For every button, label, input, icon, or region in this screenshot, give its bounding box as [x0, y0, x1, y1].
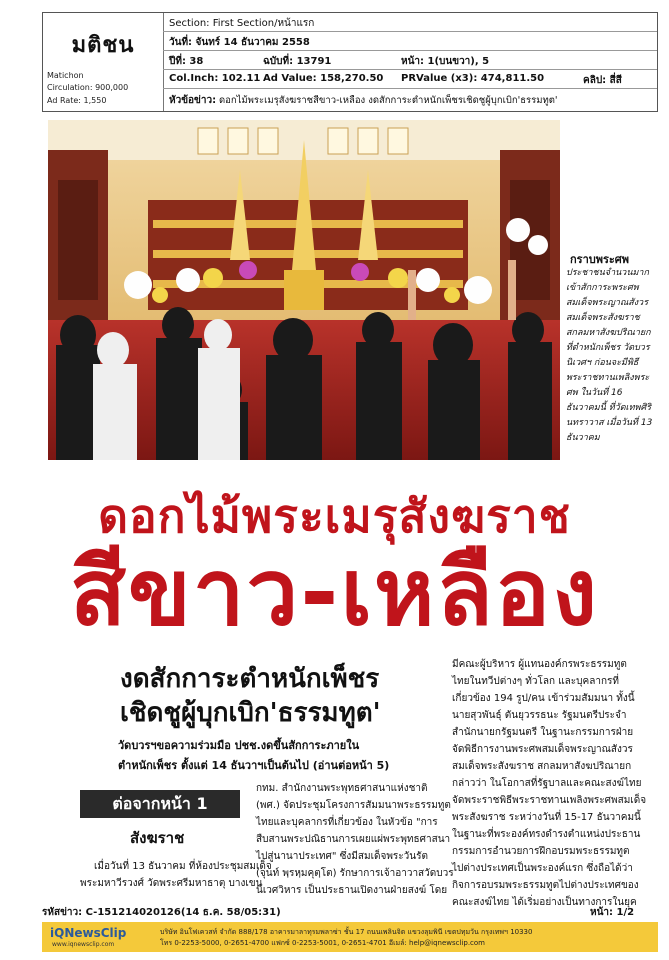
- newspaper-logo: มติชน: [71, 33, 135, 58]
- column-line: กล่าวว่า ในโอกาสที่รัฐบาลและคณะสงฆ์ไทย: [452, 778, 642, 789]
- address-line-1: บริษัท อินโฟเควสท์ จำกัด 888/178 อาคารมาลาทุรมพลาซ่า ชั้น 17 ถนนเพลินจิต แขวงลุมพินี เขตปทุมวัน กรุงเทพฯ 10330: [160, 928, 533, 936]
- column-line: ไทยในทวีปต่างๆ ทั่วโลก และบุคลากรที่: [452, 676, 619, 687]
- page-of: หน้า: 1/2: [590, 907, 635, 918]
- col-inch: Col.Inch: 102.11: [169, 73, 261, 84]
- continued-from-page-box: ต่อจากหน้า 1: [80, 790, 240, 818]
- address-line-2: โทร 0-2253-5000, 0-2651-4700 แฟกซ์ 0-2253-5001, 0-2651-4701 อีเมล์: help@iqnewsclip.com: [160, 939, 486, 947]
- column-line: ไปต่างประเทศเป็นพระองค์แรก ซึ่งถือได้ว่า: [452, 863, 633, 874]
- continued-link[interactable]: (อ่านต่อหน้า 5): [312, 759, 390, 772]
- section-word: สังฆราช: [130, 829, 185, 847]
- date: วันที่: จันทร์ 14 ธันวาคม 2558: [169, 37, 310, 48]
- col-left-line-2: พระมหาวีรวงศ์ วัดพระศรีมหาธาตุ บางเขน: [80, 878, 263, 889]
- divider: [163, 88, 657, 89]
- column-line: (พศ.) จัดประชุมโครงการสัมมนาพระธรรมทูต: [256, 800, 451, 811]
- column-line: ไปสู่นานาประเทศ" ซึ่งมีสมเด็จพระวันรัต: [256, 851, 428, 862]
- column-line: พระสังฆราช ระหว่างวันที่ 15-17 ธันวาคมนี้: [452, 812, 641, 823]
- news-code: รหัสข่าว: C-151214020126(14 ธ.ค. 58/05:31): [42, 907, 281, 918]
- publisher-name: Matichon: [47, 71, 84, 80]
- photo-caption-body: ประชาชนจำนวนมากเข้าสักการะพระศพสมเด็จพระญาณสังวร สมเด็จพระสังฆราช สกลมหาสังฆปริณายก ที่ตำหนักเพ็ชร วัดบวรนิเวศฯ ก่อนจะมีพิธีพระราชทานเพลิงพระศพ ในวันที่ 16 ธันวาคมนี้ ที่วัดเทพศิรินทราวาส เมื่อวันที่ 13 ธันวาคม: [566, 268, 653, 443]
- column-middle: [256, 780, 454, 899]
- brand-url[interactable]: www.iqnewsclip.com: [52, 941, 115, 948]
- column-line: กิจการอบรมพระธรรมทูตไปต่างประเทศของ: [452, 880, 639, 891]
- headline-line-2: สีขาว-เหลือง: [69, 539, 600, 646]
- clip-type: คลิป: สี่สี: [583, 75, 622, 86]
- column-line: คณะสงฆ์ไทย ได้เริ่มอย่างเป็นทางการในยุค: [452, 897, 637, 908]
- headline-label: หัวข้อข่าว:: [169, 95, 217, 106]
- column-line: ไทยและบุคลากรที่เกี่ยวข้อง ในหัวข้อ "การ: [256, 817, 438, 828]
- lead-line-1: วัดบวรฯขอความร่วมมือ ปชช.งดขึ้นสักการะภายใน: [118, 739, 360, 752]
- divider: [163, 31, 657, 32]
- column-line: สืบสานพระปณิธานการเผยแผ่พระพุทธศาสนา: [256, 834, 451, 845]
- column-line: สำนักนายกรัฐมนตรี ในฐานะกรรมการฝ่าย: [452, 727, 634, 738]
- subheadline-1: งดสักการะตำหนักเพ็ชร: [120, 664, 380, 694]
- lead-line-2: [118, 756, 389, 775]
- column-right: [452, 656, 652, 911]
- year: ปีที่: 38: [169, 56, 204, 67]
- column-line: จัดพิธีการงานพระศพสมเด็จพระญาณสังวร: [452, 744, 633, 755]
- news-photo: [48, 120, 560, 460]
- page-ref: หน้า: 1(บนขวา), 5: [401, 56, 490, 67]
- brand-logo[interactable]: iQNewsClip: [50, 926, 127, 940]
- issue: ฉบับที่: 13791: [263, 56, 332, 67]
- ad-value: Ad Value: 158,270.50: [263, 73, 384, 84]
- company-address: [160, 927, 650, 949]
- column-line: เกี่ยวข้อง 194 รูป/คน เข้าร่วมสัมมนา ทั้งนี้: [452, 693, 635, 704]
- column-line: นายสุวพันธุ์ ตันยุวรรธนะ รัฐมนตรีประจำ: [452, 710, 627, 721]
- divider: [163, 50, 657, 51]
- subheadline-2: เชิดชูผู้บุกเบิก'ธรรมทูต': [120, 698, 381, 728]
- column-line: กทม. สำนักงานพระพุทธศาสนาแห่งชาติ: [256, 783, 428, 794]
- column-line: จัดพระราชพิธีพระราชทานเพลิงพระศพสมเด็จ: [452, 795, 647, 806]
- photo-caption-title: กราบพระศพ: [570, 253, 630, 266]
- col-left-line-1: เมื่อวันที่ 13 ธันวาคม ที่ห้องประชุมสมเด็จ: [94, 861, 272, 872]
- column-line: (จุนท์ พฺรหฺมคุตฺโต) รักษาการเจ้าอาวาสวัดบวร: [256, 868, 454, 879]
- divider: [163, 69, 657, 70]
- section: Section: First Section/หน้าแรก: [169, 18, 315, 29]
- column-line: กรรมการอำนวยการฝึกอบรมพระธรรมทูต: [452, 846, 630, 857]
- temple-interior-illustration: [48, 120, 560, 460]
- clipping-header: [42, 12, 658, 112]
- pr-value: PRValue (x3): 474,811.50: [401, 73, 545, 84]
- column-line: สมเด็จพระสังฆราช สกลมหาสังฆปริณายก: [452, 761, 632, 772]
- column-line: มีคณะผู้บริหาร ผู้แทนองค์กรพระธรรมทูต: [452, 659, 627, 670]
- ad-rate: Ad Rate: 1,550: [47, 96, 107, 105]
- column-line: ในฐานะที่พระองค์ทรงดำรงตำแหน่งประธาน: [452, 829, 641, 840]
- headline-line-1: ดอกไม้พระเมรุสังฆราช: [98, 489, 571, 543]
- column-line: นิเวศวิหาร เป็นประธานเปิดงานฝ่ายสงฆ์ โดย: [256, 885, 448, 896]
- circulation: Circulation: 900,000: [47, 83, 129, 92]
- logo-box: [43, 13, 164, 111]
- lead-line-2-text: ตำหนักเพ็ชร ตั้งแต่ 14 ธันวาฯเป็นต้นไป: [118, 759, 309, 772]
- headline-summary: ดอกไม้พระเมรุสังฆราชสีขาว-เหลือง งดสักการะตำหนักเพ็ชรเชิดชูผู้บุกเบิก'ธรรมทูต': [219, 95, 558, 106]
